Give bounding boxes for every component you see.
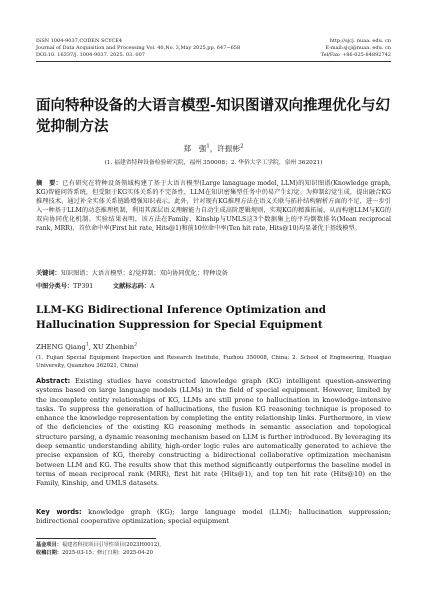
journal-header-right [321,38,391,60]
footnote-rule [36,538,156,539]
cn-author-2-affil: 2 [240,143,244,150]
journal-name-line: Journal of Data Acquisition and Processing Vol. 40,No. 3,May 2025,pp. 647−658 [36,45,241,52]
fund-label: 基金项目： [36,542,62,548]
cn-author-2: ，许振彬 [209,144,241,153]
cn-abstract-label: 摘 要： [36,180,63,187]
en-author-1: ZHENG Qiang [36,343,86,351]
chinese-keywords [36,270,391,279]
chinese-affiliation: (1. 福建省特种设备检验研究院，福州 350008；2. 华侨大学工学院，泉州 362021) [104,160,323,166]
fund-text: 福建省科技项目引导性项目(2023H0012)。 [61,542,165,548]
classification-line [36,281,155,290]
en-abstract-text: Existing studies have constructed knowledge graph (KG) intelligent question-answering systems based on large language models (LLMs) in the field of special equipment. However, limited by the incomplete entity relationships of KG, LLMs are still prone to hallucination in knowledge-intensive tasks. To suppress the generation of hallucinations, the fusion KG reasoning technique is proposed to enhance the knowledge representation by completing the entity relationship links. Furthermore, in view of the deficiencies of the existing KG reasoning methods in semantic association and topological structure parsing, a dynamic reasoning mechanism based on LLM is further introduced. By leveraging its deep semantic understanding ability, high-order logic rules are automatically generated to achieve the precise expansion of KG, thereby constructing a bidirectional collaborative optimization mechanism between LLM and KG. The results show that this method significantly outperforms the baseline model in terms of mean reciprocal rank (MRR), first hit rate (Hits@1), and top ten hit rate (Hits@10) on the Family, Kinship, and UMLS datasets. [36,377,391,488]
en-keywords-label: Key words: [36,508,82,516]
cn-keywords-text: 知识图谱；大语言模型；幻觉抑制；双向协同优化；特种设备 [60,270,228,277]
cn-abstract-text: 已有研究在特种设备领域构建了基于大语言模型(Large lanaguage model, LLM)的知识图谱(Knowledge graph, KG)智能问答系统，但受限于KG实体关系的不完备性，LLM在知识密集型任务中仍易产生幻觉。为抑制幻觉生成，提出融合KG推理技术，通过补全实体关系链路增强知识表示。此外，针对现有KG推理方法在语义关联与拓扑结构解析方面的不足，进一步引入一种基于LLM的动态推理机制，利用其深层语义理解能力自动生成高阶逻辑规则，实现KG的精准拓展，从而构建LLM与KG的双向协同优化机制。实验结果表明，该方法在Family、Kinship与UMLS这3个数据集上的平均倒数排名(Mean reciprocal rank, MRR)、首位命中率(First hit rate, Hits@1)和前10位命中率(Ten hit rate, Hits@10)均显著优于基线模型。 [36,180,391,232]
chinese-title: 面向特种设备的大语言模型-知识图谱双向推理优化与幻觉抑制方法 [36,98,391,135]
fund-note [36,542,164,549]
class-number-value: TP391 [73,283,94,290]
cn-keywords-label: 关键词： [36,270,61,277]
header-rule [36,61,391,62]
journal-telfax: Tel/Fax: +86-025-84892742 [320,52,391,59]
english-title: LLM-KG Bidirectional Inference Optimization and Hallucination Suppression for Special Equipment [36,304,326,331]
doi-line: DOI:10. 16337/j. 1004-9037. 2025. 03. 007 [36,52,145,59]
en-author-2: , XU Zhenbin [88,343,135,351]
journal-header-left [36,38,240,60]
journal-email[interactable]: E-mail:sjcj@nuaa. edu. cn [325,45,391,52]
en-keywords-text: knowledge graph (KG); large language model (LLM); hallucination suppression; bidirectional cooperative optimization; special equipment [36,508,391,526]
english-authors [36,343,137,351]
dates-label: 收稿日期： [36,550,62,556]
doc-code-label: 文献标志码： [112,283,151,290]
journal-url[interactable]: http://sjcj. nuaa. edu. cn [329,38,391,44]
dates-note [36,550,153,557]
chinese-authors [36,143,391,154]
chinese-abstract [36,180,391,233]
en-author-2-affil: 2 [134,342,138,348]
dates-text: 2025-03-15；修订日期：2025-04-20 [61,550,153,556]
issn-line: ISSN 1004-9037,CODEN SCYCE4 [36,38,123,44]
doc-code-value: A [150,283,155,290]
class-number-label: 中图分类号： [36,283,74,290]
english-abstract [36,377,391,489]
cn-author-1: 郑 强 [183,144,207,153]
en-abstract-label: Abstract: [36,377,71,385]
english-affiliation: (1. Fujian Special Equipment Inspection and Research Institute, Fuzhou 350008, China; 2. School of Engineering, Huaqiao University, Quanzhou 362021, China) [36,355,391,369]
en-author-1-affil: 1 [85,342,89,348]
english-keywords [36,508,391,527]
cn-author-1-affil: 1 [206,143,210,150]
